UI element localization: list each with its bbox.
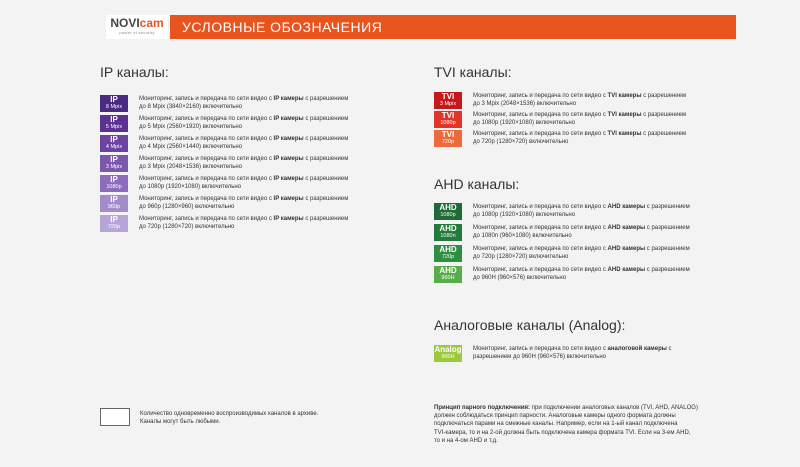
desc-prefix: Мониторинг, запись и передача по сети видео с [139, 116, 274, 122]
badge-resolution: 4 Mpix [105, 144, 123, 150]
desc-prefix: Мониторинг, запись и передача по сети видео с [473, 246, 608, 252]
badge-type: IP [110, 195, 118, 204]
desc-prefix: Мониторинг, запись и передача по сети видео с [473, 131, 608, 137]
badge-type: AHD [439, 224, 457, 233]
note-line-5: то и на 4-ом AHD и т.д. [434, 437, 498, 444]
desc-prefix: Мониторинг, запись и передача по сети видео с [139, 156, 274, 162]
desc-camera-type: AHD камеры [607, 267, 646, 273]
ip-channel-description [139, 175, 379, 191]
desc-camera-type: IP камеры [273, 96, 304, 102]
desc-resolution: разрешением до 960H (960×576) включительно [473, 354, 607, 360]
desc-camera-type: IP камеры [273, 196, 304, 202]
analog-section-title: Аналоговые каналы (Analog): [434, 317, 626, 333]
pairing-note [434, 404, 698, 445]
badge-resolution: 720p [441, 139, 455, 145]
desc-suffix: с [666, 346, 672, 352]
ip-channel-description [139, 135, 379, 151]
desc-suffix: с разрешением [641, 93, 687, 99]
archive-channels-box [100, 408, 130, 426]
desc-resolution: до 1080p (1920×1080) включительно [473, 212, 576, 218]
desc-camera-type: аналоговой камеры [607, 346, 667, 352]
badge-type: TVI [441, 130, 455, 139]
ip-channel-badge [100, 195, 128, 212]
desc-camera-type: TVI камеры [607, 131, 642, 137]
badge-type: AHD [439, 266, 457, 275]
badge-resolution: 8 Mpix [105, 104, 123, 110]
desc-resolution: до 720p (1280×720) включительно [473, 254, 569, 260]
desc-prefix: Мониторинг, запись и передача по сети видео с [473, 93, 608, 99]
desc-resolution: до 960p (1280×960) включительно [139, 204, 235, 210]
ip-channel-description [139, 195, 379, 211]
title-bar [170, 15, 736, 39]
desc-suffix: с разрешением [303, 116, 349, 122]
badge-type: TVI [441, 92, 455, 101]
badge-resolution: 3 Mpix [105, 164, 123, 170]
badge-resolution: 3 Mpix [439, 101, 457, 107]
desc-prefix: Мониторинг, запись и передача по сети видео с [473, 204, 608, 210]
ahd-channel-badge [434, 224, 462, 241]
note-line-1: при подключении аналоговых каналов (TVI, AHD, ANALOG) [530, 405, 698, 411]
desc-resolution: до 720p (1280×720) включительно [473, 139, 569, 145]
desc-camera-type: TVI камеры [607, 112, 642, 118]
badge-resolution: 1080p [440, 120, 456, 126]
legend-line-2: Каналы могут быть любыми. [140, 419, 221, 425]
badge-type: IP [110, 175, 118, 184]
logo-tagline: power of security [119, 30, 155, 35]
desc-prefix: Мониторинг, запись и передача по сети видео с [473, 346, 608, 352]
tvi-channel-description [473, 92, 713, 108]
ahd-channel-badge [434, 245, 462, 262]
badge-resolution: 960p [107, 204, 121, 210]
logo-cam: cam [139, 16, 164, 30]
desc-prefix: Мониторинг, запись и передача по сети видео с [473, 112, 608, 118]
archive-channels-text [140, 410, 318, 426]
desc-resolution: до 5 Mpix (2560×1920) включительно [139, 124, 243, 130]
ip-channel-description [139, 215, 379, 231]
desc-resolution: до 720p (1280×720) включительно [139, 224, 235, 230]
desc-suffix: с разрешением [303, 156, 349, 162]
ahd-channel-description [473, 203, 713, 219]
badge-resolution: 720p [107, 224, 121, 230]
ahd-channel-description [473, 266, 713, 282]
badge-resolution: 720p [441, 254, 455, 260]
desc-resolution: до 3 Mpix (2048×1536) включительно [473, 101, 577, 107]
tvi-channel-badge [434, 130, 462, 147]
badge-resolution: 960H [441, 275, 455, 281]
badge-resolution: 960H [441, 354, 455, 360]
note-line-4: TVI-камера, то и на 2-ой должна быть подключена камера формата TVI. Если на 3-ем AHD, [434, 429, 691, 436]
desc-camera-type: AHD камеры [607, 225, 646, 231]
tvi-channel-description [473, 130, 713, 146]
badge-resolution: 5 Mpix [105, 124, 123, 130]
desc-suffix: с разрешением [303, 216, 349, 222]
desc-suffix: с разрешением [641, 131, 687, 137]
desc-prefix: Мониторинг, запись и передача по сети видео с [139, 136, 274, 142]
desc-suffix: с разрешением [645, 225, 690, 231]
tvi-section-title: TVI каналы: [434, 64, 512, 80]
tvi-channel-description [473, 111, 713, 127]
ip-channel-badge [100, 135, 128, 152]
desc-resolution: до 1080n (960×1080) включительно [473, 233, 572, 239]
ip-channel-badge [100, 155, 128, 172]
logo-novi: NOVI [110, 16, 140, 30]
tvi-channel-badge [434, 111, 462, 128]
ip-channel-description [139, 115, 379, 131]
desc-prefix: Мониторинг, запись и передача по сети видео с [473, 267, 608, 273]
ahd-section-title: AHD каналы: [434, 176, 520, 192]
desc-prefix: Мониторинг, запись и передача по сети видео с [139, 196, 274, 202]
badge-resolution: 1080p [106, 184, 122, 190]
desc-prefix: Мониторинг, запись и передача по сети видео с [473, 225, 608, 231]
badge-type: IP [110, 155, 118, 164]
ip-channel-badge [100, 95, 128, 112]
note-line-2: должен соблюдаться принцип парности. Аналоговые камеры одного формата должны [434, 413, 676, 420]
analog-channel-description [473, 345, 713, 361]
desc-prefix: Мониторинг, запись и передача по сети видео с [139, 96, 274, 102]
desc-resolution: до 1080p (1920×1080) включительно [473, 120, 576, 126]
desc-camera-type: IP камеры [273, 156, 304, 162]
desc-suffix: с разрешением [303, 176, 349, 182]
desc-camera-type: IP камеры [273, 136, 304, 142]
badge-type: IP [110, 215, 118, 224]
desc-suffix: с разрешением [645, 267, 690, 273]
desc-camera-type: IP камеры [273, 176, 304, 182]
desc-camera-type: TVI камеры [607, 93, 642, 99]
desc-camera-type: AHD камеры [607, 246, 646, 252]
desc-camera-type: AHD камеры [607, 204, 646, 210]
tvi-channel-badge [434, 92, 462, 109]
badge-type: AHD [439, 203, 457, 212]
badge-type: TVI [441, 111, 455, 120]
desc-suffix: с разрешением [641, 112, 687, 118]
desc-camera-type: IP камеры [273, 116, 304, 122]
ahd-channel-description [473, 245, 713, 261]
desc-suffix: с разрешением [303, 96, 349, 102]
desc-prefix: Мониторинг, запись и передача по сети видео с [139, 216, 274, 222]
legend-line-1: Количество одновременно воспроизводимых каналов в архиве. [140, 411, 319, 417]
note-line-3: подключаться парами на смежные каналы. Например, если на 1-ый канал подключена [434, 421, 678, 428]
analog-channel-badge [434, 345, 462, 362]
desc-resolution: до 960H (960×576) включительно [473, 275, 567, 281]
badge-type: AHD [439, 245, 457, 254]
desc-resolution: до 8 Mpix (3840×2160) включительно [139, 104, 243, 110]
badge-type: IP [110, 95, 118, 104]
ip-channel-description [139, 95, 379, 111]
note-heading: Принцип парного подключения: [434, 405, 531, 411]
ip-channel-badge [100, 215, 128, 232]
logo [106, 15, 168, 39]
desc-suffix: с разрешением [303, 136, 349, 142]
ahd-channel-badge [434, 266, 462, 283]
badge-type: Analog [434, 345, 462, 354]
desc-resolution: до 3 Mpix (2048×1536) включительно [139, 164, 243, 170]
desc-suffix: с разрешением [303, 196, 349, 202]
desc-resolution: до 1080p (1920×1080) включительно [139, 184, 242, 190]
page-title: УСЛОВНЫЕ ОБОЗНАЧЕНИЯ [182, 19, 383, 35]
desc-resolution: до 4 Mpix (2560×1440) включительно [139, 144, 243, 150]
ip-channel-badge [100, 175, 128, 192]
ip-section-title: IP каналы: [100, 64, 169, 80]
badge-type: IP [110, 115, 118, 124]
ahd-channel-description [473, 224, 713, 240]
desc-suffix: с разрешением [645, 204, 690, 210]
badge-type: IP [110, 135, 118, 144]
desc-suffix: с разрешением [645, 246, 690, 252]
ip-channel-badge [100, 115, 128, 132]
ahd-channel-badge [434, 203, 462, 220]
desc-prefix: Мониторинг, запись и передача по сети видео с [139, 176, 274, 182]
badge-resolution: 1080p [440, 212, 456, 218]
ip-channel-description [139, 155, 379, 171]
badge-resolution: 1080n [440, 233, 456, 239]
desc-camera-type: IP камеры [273, 216, 304, 222]
